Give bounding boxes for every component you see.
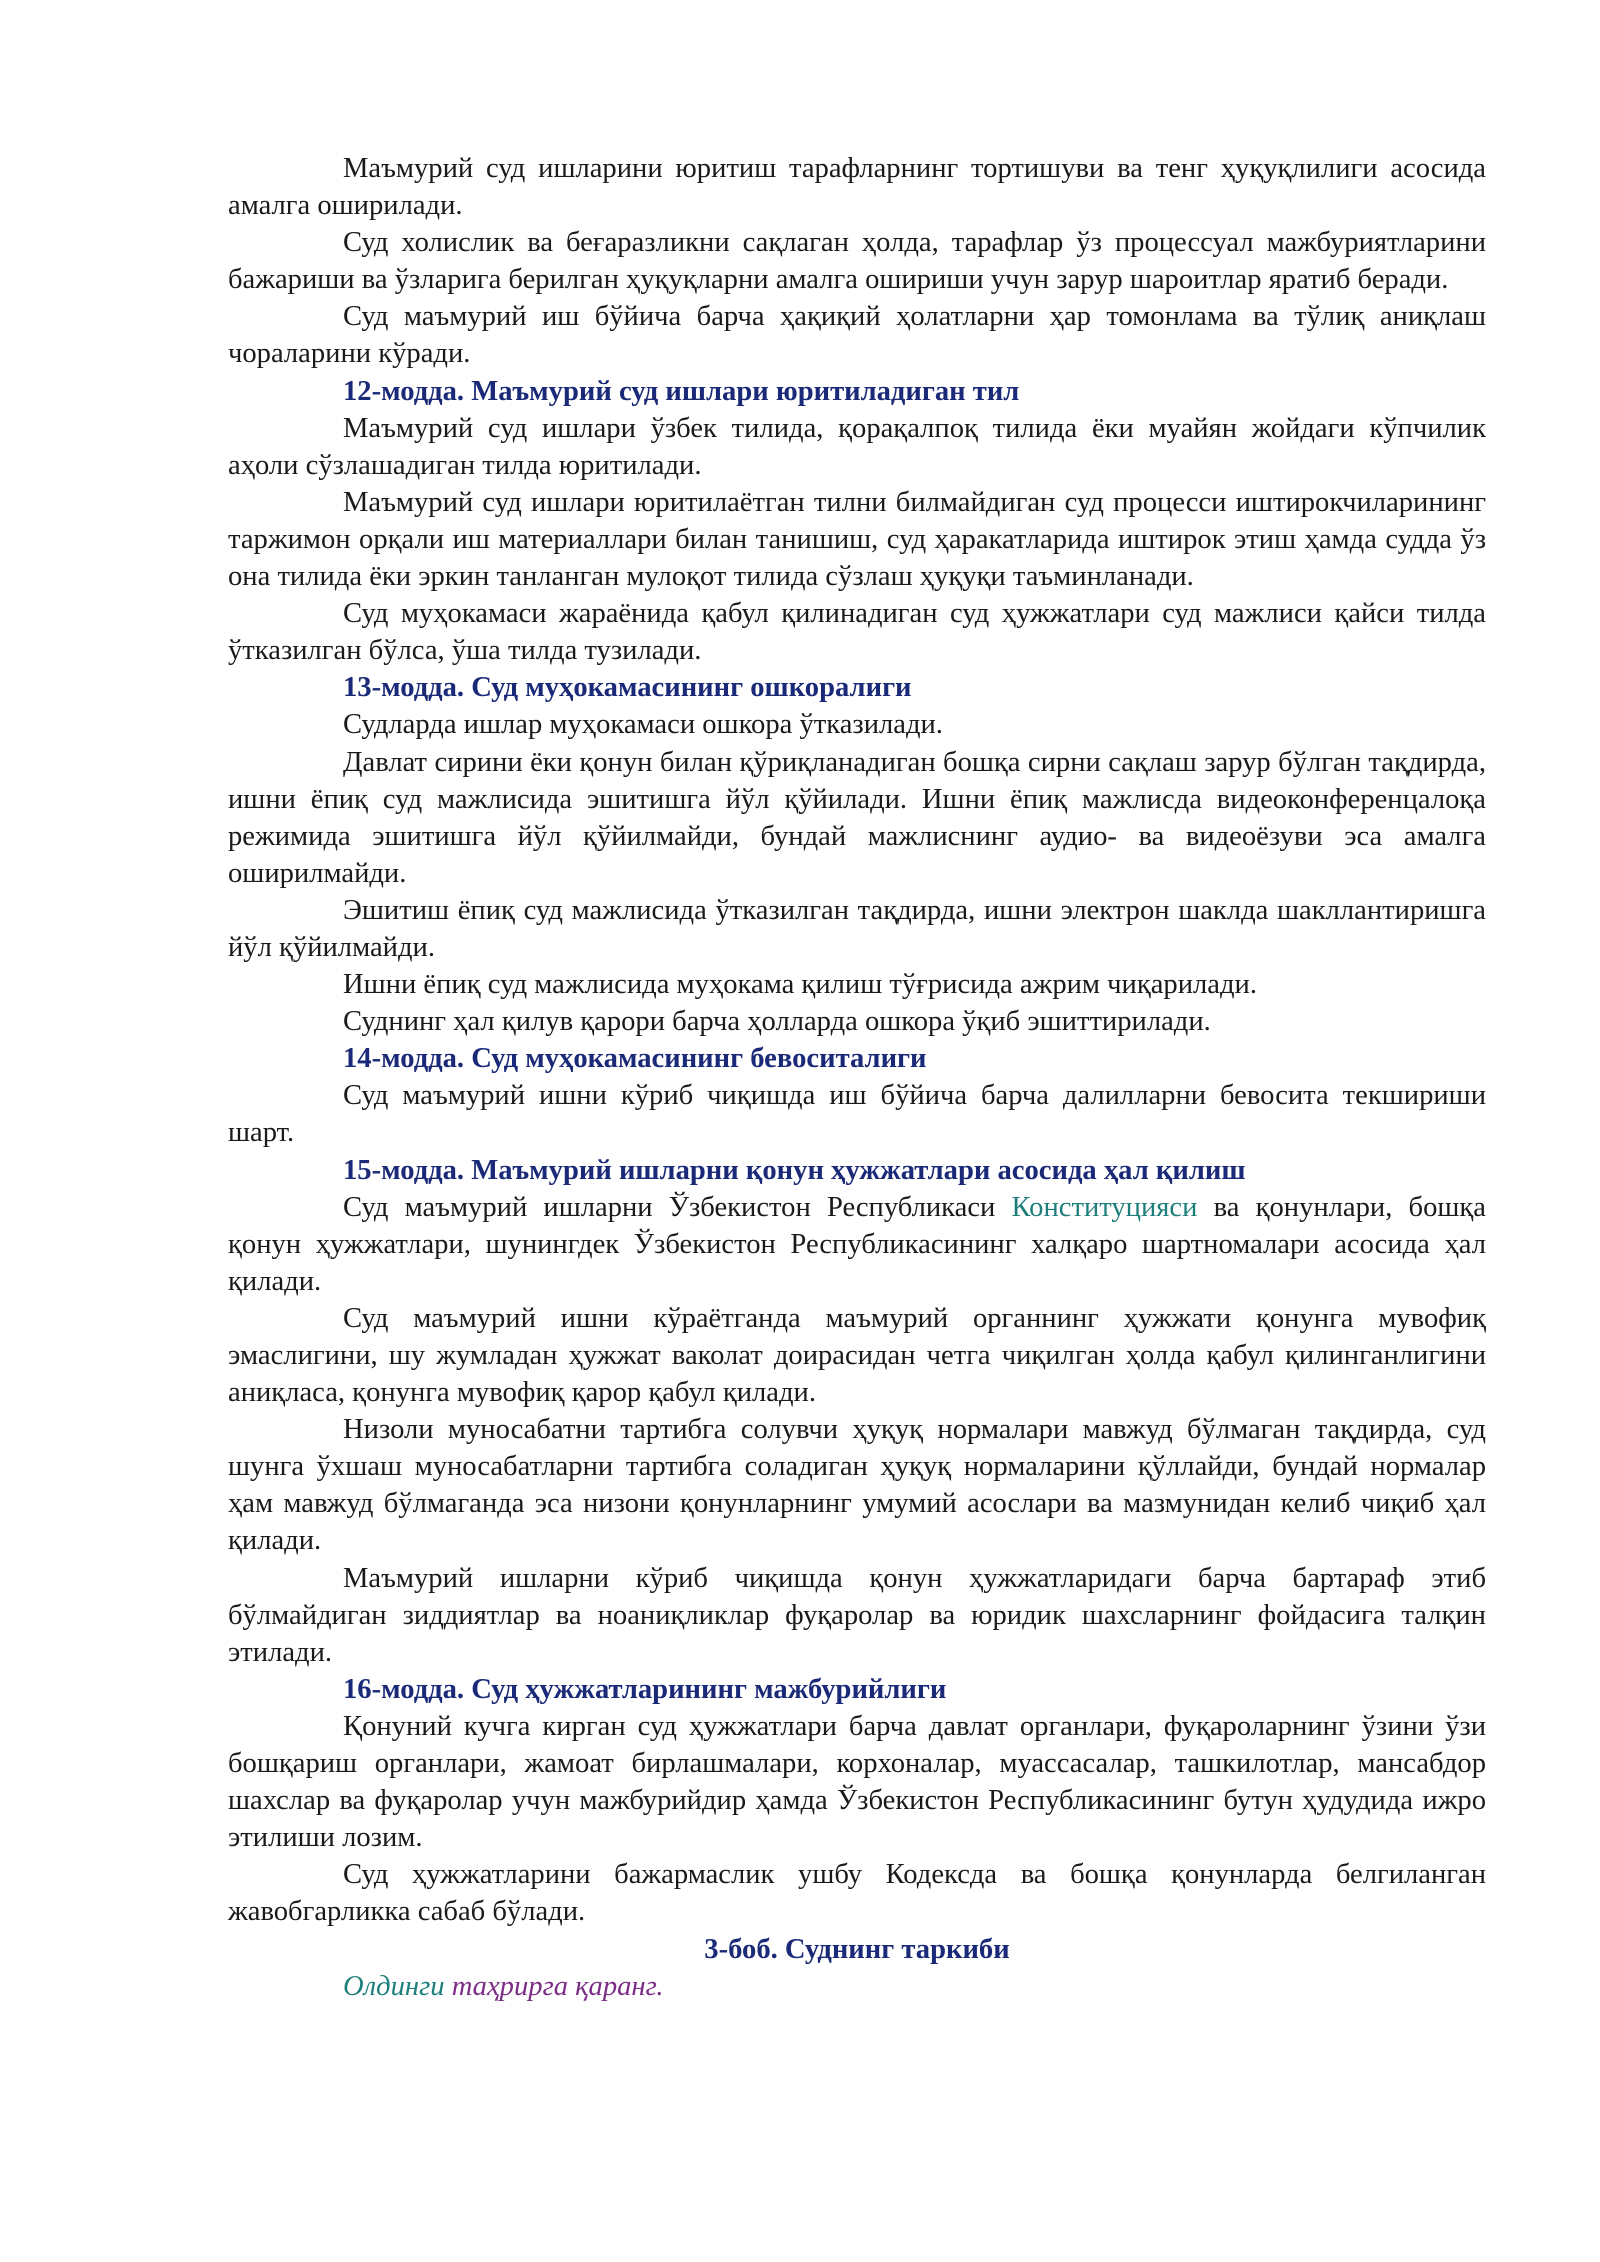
paragraph: Суд маъмурий ишни кўриб чиқишда иш бўйича барча далилларни бевосита текшириши шарт.	[228, 1080, 1486, 1149]
paragraph: Маъмурий ишларни кўриб чиқишда қонун ҳужжатларидаги барча бартараф этиб бўлмайдиган зиддиятлар ва ноаниқликлар фуқаролар ва юридик шахсларнинг фойдасига талқин этилади.	[228, 1562, 1486, 1668]
document-page	[228, 150, 1486, 2005]
paragraph: Судларда ишлар муҳокамаси ошкора ўтказилади.	[343, 709, 943, 741]
paragraph: Суд маъмурий ишни кўраётганда маъмурий органнинг ҳужжати қонунга мувофиқ эмаслигини, шу жумладан ҳужжат ваколат доирасидан четга чиқилган ҳолда қабул қилинганлигини аниқласа, қонунга мувофиқ қарор қабул қилади.	[228, 1302, 1486, 1409]
paragraph: Эшитиш ёпиқ суд мажлисида ўтказилган тақдирда, ишни электрон шаклда шакллантиришга йўл қўйилмайди.	[228, 894, 1486, 963]
article-16-heading: 16-модда. Суд ҳужжатларининг мажбурийлиги	[343, 1673, 947, 1705]
constitution-link[interactable]: Конституцияси	[1011, 1191, 1198, 1223]
paragraph: Суд холислик ва беғаразликни сақлаган ҳолда, тарафлар ўз процессуал мажбуриятларини бажариши ва ўзларига берилган ҳуқуқларни амалга ошириши учун зарур шароитлар яратиб беради.	[228, 227, 1486, 296]
chapter-3-heading: 3-боб. Суднинг таркиби	[704, 1933, 1010, 1965]
paragraph: Давлат сирини ёки қонун билан қўриқланадиган бошқа сирни сақлаш зарур бўлган тақдирда, ишни ёпиқ суд мажлисида эшитишга йўл қўйилади. Ишни ёпиқ мажлисда видеоконференцалоқа режимида эшитишга йўл қўйилмайди, бундай мажлиснинг аудио- ва видеоёзуви эса амалга оширилмайди.	[228, 746, 1486, 889]
paragraph: Қонуний кучга кирган суд ҳужжатлари барча давлат органлари, фуқароларнинг ўзини ўзи бошқариш органлари, жамоат бирлашмалари, корхоналар, муассасалар, ташкилотлар, мансабдор шахслар ва фуқаролар учун мажбурийдир ҳамда Ўзбекистон Республикасининг бутун ҳудудида ижро этилиши лозим.	[228, 1710, 1486, 1854]
article-14-heading: 14-модда. Суд муҳокамасининг бевоситалиги	[343, 1043, 927, 1075]
previous-edition-note	[228, 1968, 1486, 2005]
paragraph-text: Суд маъмурий ишларни Ўзбекистон Республикаси	[343, 1191, 1012, 1223]
paragraph	[228, 1189, 1486, 1300]
paragraph: Маъмурий суд ишлари юритилаётган тилни билмайдиган суд процесси иштирокчиларининг таржимон орқали иш материаллари билан танишиш, суд ҳаракатларида иштирок этиш ҳамда судда ўз она тилида ёки эркин танланган мулоқот тилида сўзлаш ҳуқуқи таъминланади.	[228, 486, 1486, 593]
paragraph: Суднинг ҳал қилув қарори барча ҳолларда ошкора ўқиб эшиттирилади.	[343, 1006, 1211, 1038]
paragraph: Маъмурий суд ишлари ўзбек тилида, қорақалпоқ тилида ёки муайян жойдаги кўпчилик аҳоли сўзлашадиган тилда юритилади.	[228, 412, 1486, 481]
article-15-heading: 15-модда. Маъмурий ишларни қонун ҳужжатлари асосида ҳал қилиш	[343, 1154, 1246, 1186]
paragraph: Ишни ёпиқ суд мажлисида муҳокама қилиш тўғрисида ажрим чиқарилади.	[343, 969, 1257, 1001]
article-12-heading: 12-модда. Маъмурий суд ишлари юритиладиган тил	[343, 375, 1020, 407]
article-13-heading: 13-модда. Суд муҳокамасининг ошкоралиги	[343, 672, 912, 704]
paragraph: Маъмурий суд ишларини юритиш тарафларнинг тортишуви ва тенг ҳуқуқлилиги асосида амалга оширилади.	[228, 153, 1486, 222]
previous-link[interactable]: Олдинги	[343, 1970, 445, 2002]
paragraph: Суд маъмурий иш бўйича барча ҳақиқий ҳолатларни ҳар томонлама ва тўлиқ аниқлаш чораларини кўради.	[228, 301, 1486, 370]
paragraph: Суд муҳокамаси жараёнида қабул қилинадиган суд ҳужжатлари суд мажлиси қайси тилда ўтказилган бўлса, ўша тилда тузилади.	[228, 598, 1486, 667]
edition-link[interactable]: таҳрирга қаранг.	[451, 1970, 664, 2002]
paragraph-text: ва қонунлари, бошқа қонун ҳужжатлари, шунингдек Ўзбекистон Республикасининг халқаро шартномалари асосида ҳал қилади.	[228, 1191, 1486, 1297]
paragraph: Низоли муносабатни тартибга солувчи ҳуқуқ нормалари мавжуд бўлмаган тақдирда, суд шунга ўхшаш муносабатларни тартибга соладиган ҳуқуқ нормаларини қўллайди, бундай нормалар ҳам мавжуд бўлмаганда эса низони қонунларнинг умумий асослари ва мазмунидан келиб чиқиб ҳал қилади.	[228, 1414, 1486, 1557]
paragraph: Суд ҳужжатларини бажармаслик ушбу Кодексда ва бошқа қонунларда белгиланган жавобгарликка сабаб бўлади.	[228, 1859, 1486, 1928]
